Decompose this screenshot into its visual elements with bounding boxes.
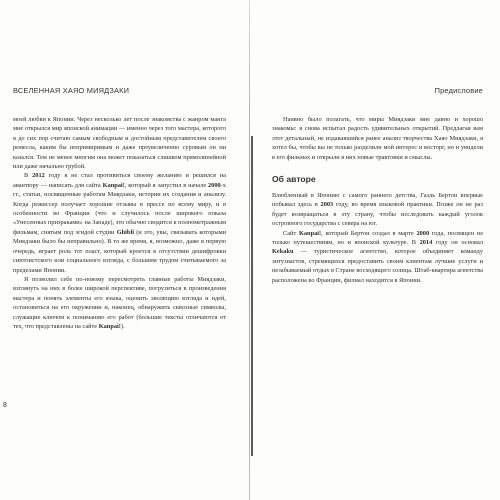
body-paragraph: [272, 229, 483, 285]
bold-text: 2012: [32, 172, 45, 180]
text-run: году он основал: [432, 239, 483, 247]
text-run: году, во время языковой практики. Позже он не раз будет возвращаться в эту страну, чтобы исследовать каждый уголок островного государства с севера на юг.: [272, 201, 483, 228]
right-page: [250, 0, 500, 500]
text-run: года, посвящен не только путешествиям, но и японской культуре. В: [272, 229, 484, 247]
bold-text: 2014: [419, 239, 433, 247]
text-run: В: [24, 172, 33, 180]
bold-text: Kekaku: [272, 248, 294, 256]
text-run: ).: [120, 322, 125, 330]
body-paragraph: [13, 115, 226, 171]
bold-text: Kanpai!: [102, 181, 125, 189]
about-author-heading: Об авторе: [272, 174, 316, 185]
bold-text: Kanpai!: [98, 322, 121, 330]
text-run: , который Бертон создал в марте: [321, 229, 417, 237]
body-paragraph: [13, 275, 226, 331]
text-run: Сайт: [283, 229, 299, 237]
preface-closing-text: [272, 115, 483, 162]
page-number: 8: [3, 402, 7, 409]
text-run: , который я запустил в начале: [124, 181, 208, 189]
body-paragraph: [272, 115, 483, 162]
text-run: моей любви к Японии. Через несколько лет после знакомства с жанром манга мне открылся мир японской анимации — именно через того мастера, которого я до сих пор считаю самым свободным и достойным представителем своего ремесла, каким бы непримиримым и даже преувеличенно суровым он ни казался. Тем не менее многим она может показаться слишком прямолинейной или даже начально грубой.: [13, 116, 226, 171]
about-author-text: [272, 191, 483, 285]
body-paragraph: [13, 171, 226, 274]
bold-text: Ghibli: [116, 228, 134, 236]
text-run: — туристическое агентство, которое объединяет команду энтузиастов, стремящихся предоставить своим клиентам лучшие услуги и незабываемый отдых в Стране восходящего солнца. Штаб-квартира агентства расположена во Франции, филиал находится в Японии.: [272, 248, 483, 284]
text-run: Я позволил себе по-новому пересмотреть главные работы Миядзаки, взглянуть на них в более широкой перспективе, погрузиться в произведения мастера и понять элементы его языка, оценить эволюцию взгляда и идей, остановиться на его окружении и, наконец, обнаружить сквозные символы, служащие ключом к пониманию его работ (большие тексты отличаются от тех, что представлены на сайте: [13, 275, 226, 330]
body-paragraph: [272, 191, 483, 229]
bold-text: Kanpai!: [298, 229, 322, 237]
right-page-body: [272, 115, 483, 285]
running-head-left: ВСЕЛЕННАЯ ХАЯО МИЯДЗАКИ: [13, 86, 130, 95]
left-page-body: [13, 115, 226, 331]
text-run: -х гг., статьи, посвященные работам Миядзаки, истории их создания и анализу. Когда режиссер получает хорошие отзывы в прессе по всему миру, и в особенности во Франции (что и случилось после широкого показа «Унесенных призраками» на Западе), это обычно сводится к полнометражным фильмам, снятым под эгидой студии: [13, 181, 226, 236]
bold-text: 2000: [208, 181, 221, 189]
bold-text: 2000: [416, 229, 430, 237]
running-head-right: Предисловие: [434, 86, 483, 95]
bold-text: 2003: [320, 201, 334, 209]
text-run: году я не стал противиться своему желанию и решился на авантюру — написать для сайта: [13, 172, 226, 189]
text-run: (и это, увы, связывать которыми Миядзаки было бы неправильно). В то же время, я, возможно, даже в первую очередь, играет роль тот пласт, который кроется в отсутствии дешифровки синтоистского или социального взгляда, с большим трудом считываемого за пределами Японии.: [13, 228, 226, 274]
text-run: Наивно было полагать, что миры Миядзаки мне давно и хорошо знакомы: я снова испытал радость удивительных открытий. Предлагая вам этот детальный, не издававшийся ранее анализ творчества Хаяо Миядзаки, я хотел бы, чтобы вы не только разделили мой интерес и восторг, но и увидели в его фильмах и открыли в них новые трактовки и смыслы.: [272, 116, 483, 161]
text-run: Влюбленный в Японию с самого раннего детства, Гаэль Бертон впервые побывал здесь в: [272, 192, 483, 209]
